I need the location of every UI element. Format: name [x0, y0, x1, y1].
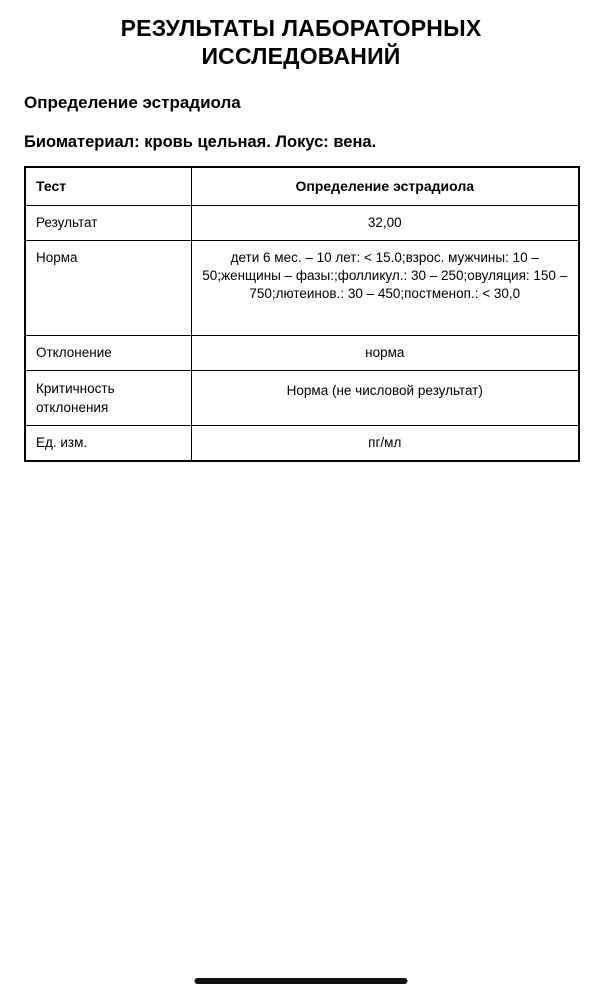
row-value-norm: дети 6 мес. – 10 лет: < 15.0;взрос. мужчины: 10 – 50;женщины – фазы:;фолликул.: 30 – 250;овуляция: 150 – 750;лютеинов.: 30 – 450;постменоп.: < 30,0 — [191, 241, 579, 336]
row-value-criticality: Норма (не числовой результат) — [191, 371, 579, 426]
row-label-units: Ед. изм. — [25, 426, 191, 462]
table-row — [25, 336, 579, 371]
table-row — [25, 241, 579, 336]
table-header-row — [25, 167, 579, 206]
table-column-header-value: Определение эстрадиола — [191, 167, 579, 206]
table-column-header-test: Тест — [25, 167, 191, 206]
row-value-result: 32,00 — [191, 206, 579, 241]
table-row — [25, 426, 579, 462]
row-label-criticality: Критичность отклонения — [25, 371, 191, 426]
results-table-container — [0, 153, 602, 462]
table-row — [25, 206, 579, 241]
row-label-result: Результат — [25, 206, 191, 241]
row-value-deviation: норма — [191, 336, 579, 371]
table-row — [25, 371, 579, 426]
row-label-deviation: Отклонение — [25, 336, 191, 371]
row-value-units: пг/мл — [191, 426, 579, 462]
page-title: РЕЗУЛЬТАТЫ ЛАБОРАТОРНЫХ ИССЛЕДОВАНИЙ — [120, 15, 482, 69]
row-label-norm: Норма — [25, 241, 191, 336]
section-title: Определение эстрадиола — [24, 93, 241, 112]
biomaterial-line: Биоматериал: кровь цельная. Локус: вена. — [24, 133, 377, 151]
home-indicator-bar[interactable] — [195, 978, 408, 984]
lab-results-table — [24, 166, 580, 462]
